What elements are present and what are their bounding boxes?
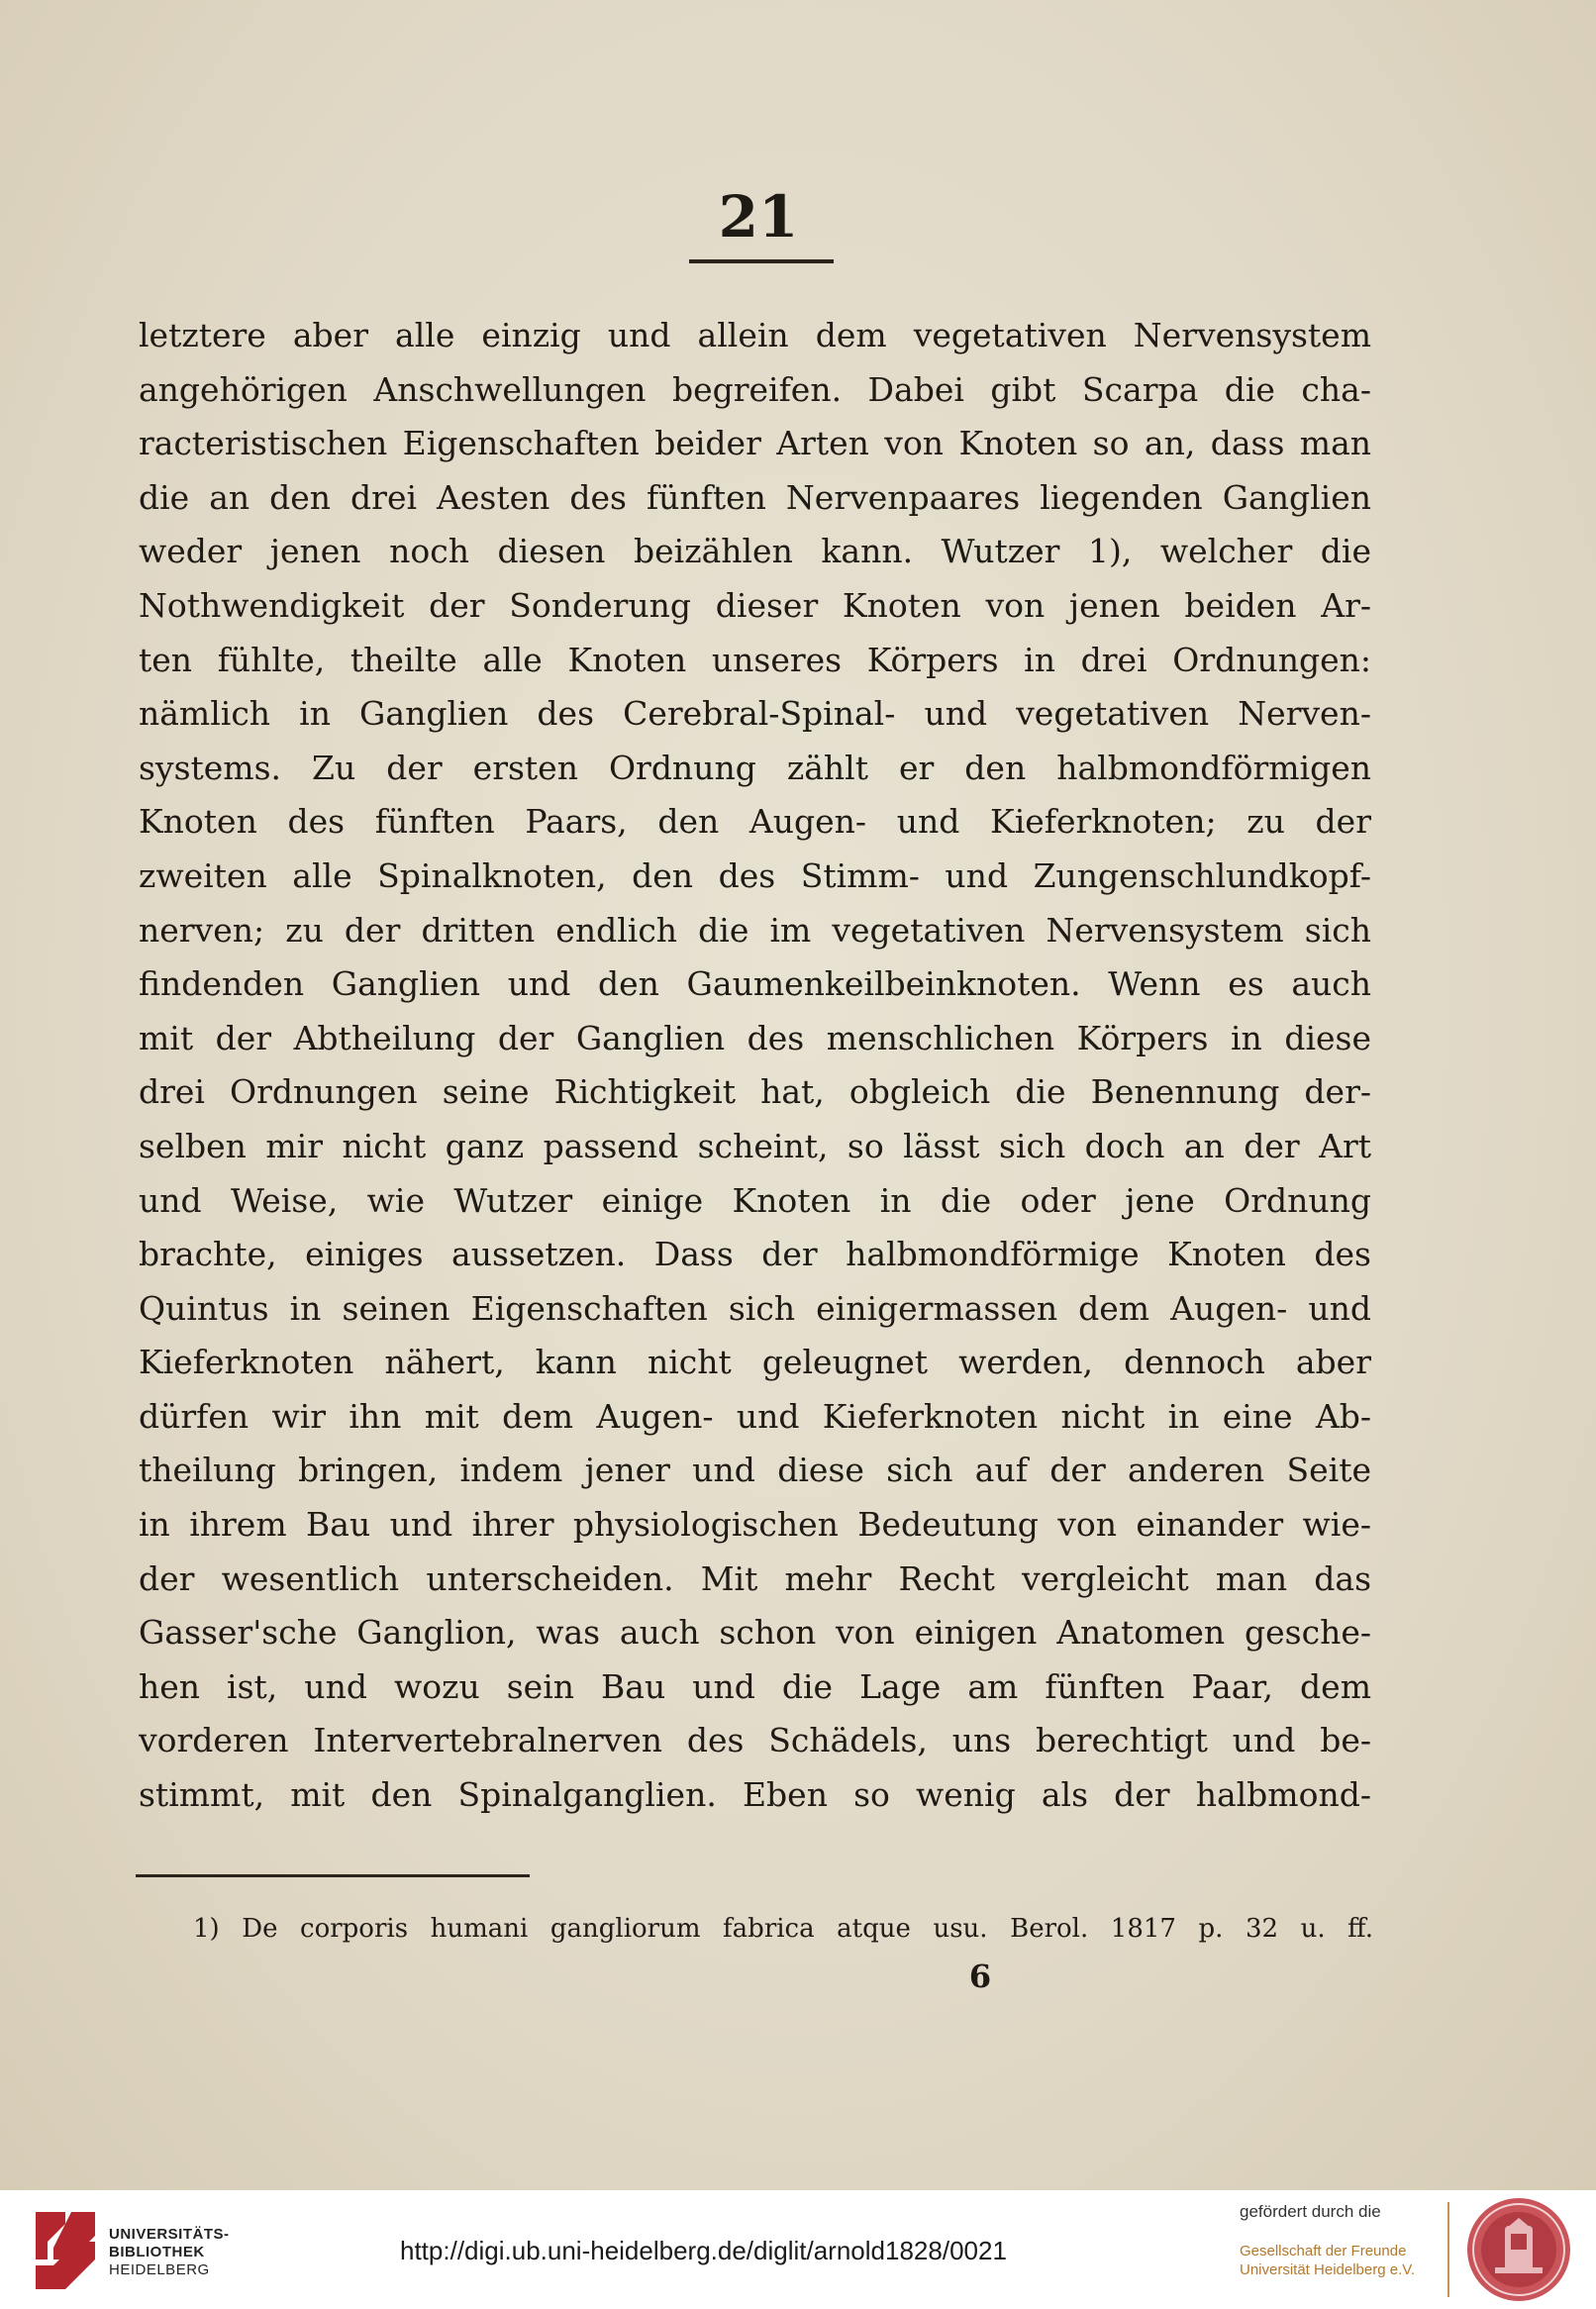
text-line: letztere aber alle einzig und allein dem vegetativen Nervensystem: [139, 316, 1371, 354]
header-rule: [689, 259, 834, 263]
text-line: die an den drei Aesten des fünften Nervenpaares liegenden Ganglien: [139, 477, 1371, 517]
text-line: theilung bringen, indem jener und diese sich auf der anderen Seite: [139, 1451, 1371, 1490]
text-line: drei Ordnungen seine Richtigkeit hat, obgleich die Benennung der-: [139, 1072, 1371, 1112]
footer-bar: [0, 2190, 1596, 2309]
text-line: racteristischen Eigenschaften beider Arten von Knoten so an, dass man: [139, 424, 1371, 463]
library-name-line: HEIDELBERG: [109, 2261, 210, 2278]
ub-heidelberg-logo-icon[interactable]: [36, 2212, 95, 2291]
footnote-rule: [136, 1874, 530, 1877]
text-line: Nothwendigkeit der Sonderung dieser Knoten von jenen beiden Ar-: [139, 585, 1371, 625]
text-line: mit der Abtheilung der Ganglien des menschlichen Körpers in diese: [139, 1018, 1371, 1057]
sponsor-name-line: Gesellschaft der Freunde: [1240, 2243, 1407, 2259]
text-line: angehörigen Anschwellungen begreifen. Dabei gibt Scarpa die cha-: [139, 369, 1371, 409]
text-line: dürfen wir ihn mit dem Augen- und Kieferknoten nicht in eine Ab-: [139, 1396, 1371, 1436]
library-name: [109, 2226, 230, 2279]
footnote: 1) De corporis humani gangliorum fabrica atque usu. Berol. 1817 p. 32 u. ff.: [193, 1914, 1373, 1944]
funded-by-label: gefördert durch die: [1240, 2202, 1381, 2221]
text-line: vorderen Intervertebralnerven des Schädels, uns berechtigt und be-: [139, 1721, 1371, 1760]
text-line: Knoten des fünften Paars, den Augen- und Kieferknoten; zu der: [139, 802, 1371, 842]
text-line: in ihrem Bau und ihrer physiologischen Bedeutung von einander wie-: [139, 1505, 1371, 1545]
university-seal-icon: [1465, 2196, 1572, 2303]
text-line: findenden Ganglien und den Gaumenkeilbeinknoten. Wenn es auch: [139, 964, 1371, 1004]
text-line: zweiten alle Spinalknoten, den des Stimm- und Zungenschlundkopf-: [139, 855, 1371, 895]
text-line: Gasser'sche Ganglion, was auch schon von einigen Anatomen gesche-: [139, 1613, 1371, 1653]
footer-divider: [1447, 2202, 1449, 2297]
permalink-url[interactable]: http://digi.ub.uni-heidelberg.de/diglit/arnold1828/0021: [400, 2236, 1007, 2265]
text-line: systems. Zu der ersten Ordnung zählt er den halbmondförmigen: [139, 748, 1371, 787]
text-line: Kieferknoten nähert, kann nicht geleugnet werden, dennoch aber: [139, 1343, 1371, 1382]
text-line: brachte, einiges aussetzen. Dass der halbmondförmige Knoten des: [139, 1235, 1371, 1274]
text-line: weder jenen noch diesen beizählen kann. Wutzer 1), welcher die: [139, 532, 1371, 571]
text-line: ten fühlte, theilte alle Knoten unseres Körpers in drei Ordnungen:: [139, 640, 1371, 679]
signature-mark: 6: [968, 1958, 992, 1995]
text-line: der wesentlich unterscheiden. Mit mehr Recht vergleicht man das: [139, 1558, 1371, 1598]
page-number: 21: [718, 183, 799, 251]
text-line: nerven; zu der dritten endlich die im vegetativen Nervensystem sich: [139, 910, 1371, 950]
library-name-line: BIBLIOTHEK: [109, 2244, 205, 2260]
library-name-line: UNIVERSITÄTS-: [109, 2226, 230, 2243]
text-line: Quintus in seinen Eigenschaften sich einigermassen dem Augen- und: [139, 1288, 1371, 1328]
text-line: selben mir nicht ganz passend scheint, so lässt sich doch an der Art: [139, 1126, 1371, 1165]
sponsor-name-line: Universität Heidelberg e.V.: [1240, 2261, 1416, 2278]
text-line: nämlich in Ganglien des Cerebral-Spinal- und vegetativen Nerven-: [139, 694, 1371, 734]
sponsor-name[interactable]: [1240, 2242, 1415, 2279]
text-line: hen ist, und wozu sein Bau und die Lage am fünften Paar, dem: [139, 1666, 1371, 1706]
text-line: stimmt, mit den Spinalganglien. Eben so wenig als der halbmond-: [139, 1775, 1371, 1815]
text-line: und Weise, wie Wutzer einige Knoten in die oder jene Ordnung: [139, 1180, 1371, 1220]
body-text: [139, 309, 1371, 1823]
